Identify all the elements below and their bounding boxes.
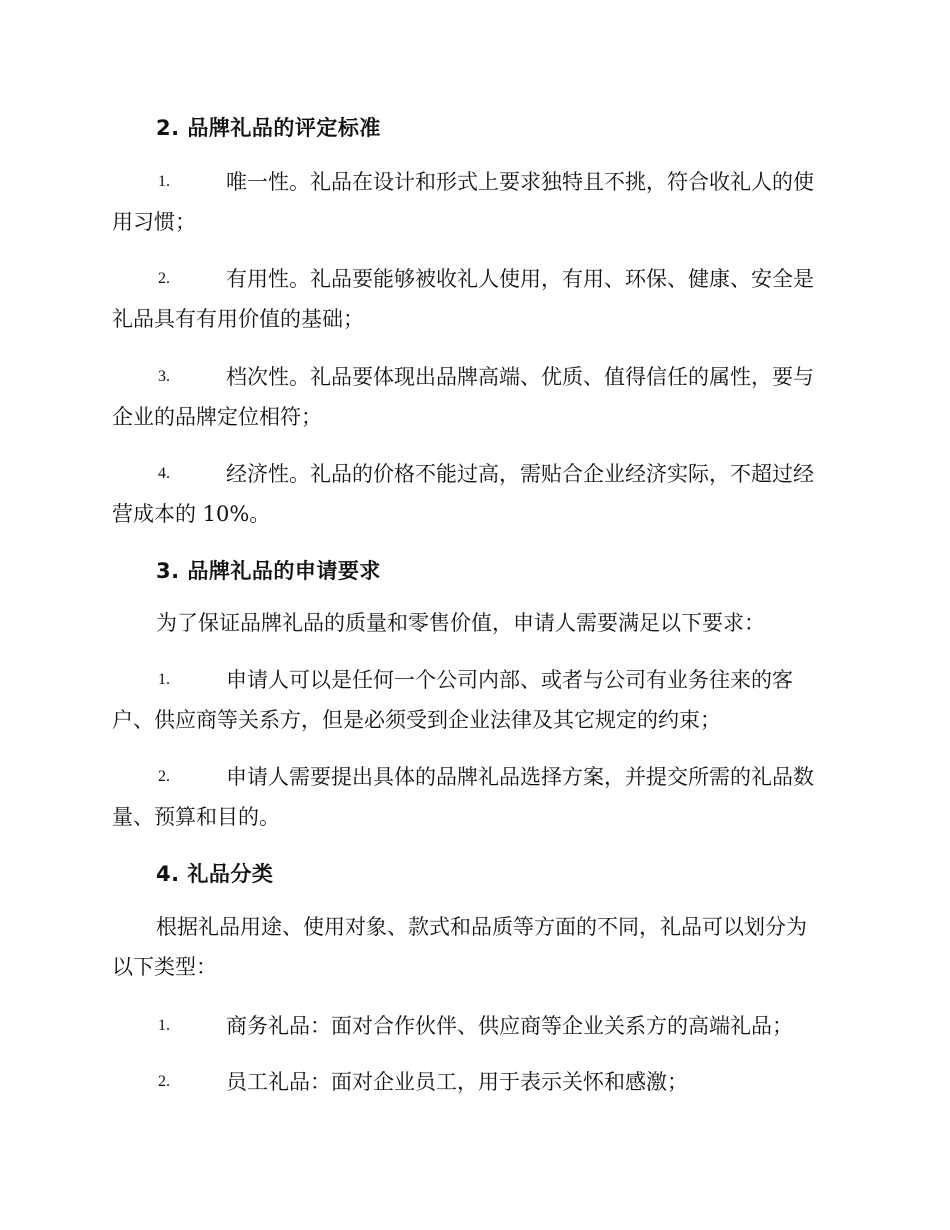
list-text: 档次性。礼品要体现出品牌高端、优质、值得信任的属性，要与: [226, 365, 814, 389]
section-heading-3: 3. 品牌礼品的申请要求: [156, 559, 381, 583]
list-number: 1.: [158, 1017, 170, 1034]
list-text-continued: 营成本的 10%。: [112, 502, 271, 526]
list-number: 4.: [158, 465, 170, 482]
list-text: 员工礼品：面对企业员工，用于表示关怀和感激；: [226, 1070, 688, 1094]
paragraph-text: 根据礼品用途、使用对象、款式和品质等方面的不同，礼品可以划分为: [156, 915, 807, 939]
list-number: 2.: [158, 270, 170, 287]
list-item: [112, 660, 834, 740]
list-text: 申请人可以是任何一个公司内部、或者与公司有业务往来的客: [226, 668, 793, 692]
list-text-continued: 礼品具有有用价值的基础；: [112, 307, 364, 331]
list-text-continued: 量、预算和目的。: [112, 805, 280, 829]
list-number: 1.: [158, 173, 170, 190]
paragraph: [112, 603, 834, 643]
list-text: 申请人需要提出具体的品牌礼品选择方案，并提交所需的礼品数: [226, 765, 814, 789]
list-item: [112, 757, 834, 837]
list-text: 经济性。礼品的价格不能过高，需贴合企业经济实际，不超过经: [226, 462, 814, 486]
list-number: 1.: [158, 671, 170, 688]
list-item: [112, 1062, 834, 1102]
paragraph-text: 为了保证品牌礼品的质量和零售价值，申请人需要满足以下要求：: [156, 611, 765, 635]
list-text-continued: 用习惯；: [112, 210, 196, 234]
section-heading-2: 2. 品牌礼品的评定标准: [156, 116, 381, 140]
paragraph: [112, 907, 834, 987]
list-item: [112, 162, 834, 242]
list-number: 3.: [158, 368, 170, 385]
list-text-continued: 企业的品牌定位相符；: [112, 405, 322, 429]
list-text: 有用性。礼品要能够被收礼人使用，有用、环保、健康、安全是: [226, 267, 814, 291]
list-text-continued: 户、供应商等关系方，但是必须受到企业法律及其它规定的约束；: [112, 708, 721, 732]
section-heading-4: 4. 礼品分类: [156, 862, 274, 886]
list-number: 2.: [158, 1073, 170, 1090]
list-item: [112, 357, 834, 437]
paragraph-text-continued: 以下类型：: [112, 955, 217, 979]
list-item: [112, 454, 834, 534]
list-number: 2.: [158, 768, 170, 785]
list-text: 商务礼品：面对合作伙伴、供应商等企业关系方的高端礼品；: [226, 1014, 793, 1038]
list-item: [112, 1006, 834, 1046]
list-text: 唯一性。礼品在设计和形式上要求独特且不挑，符合收礼人的使: [226, 170, 814, 194]
list-item: [112, 259, 834, 339]
